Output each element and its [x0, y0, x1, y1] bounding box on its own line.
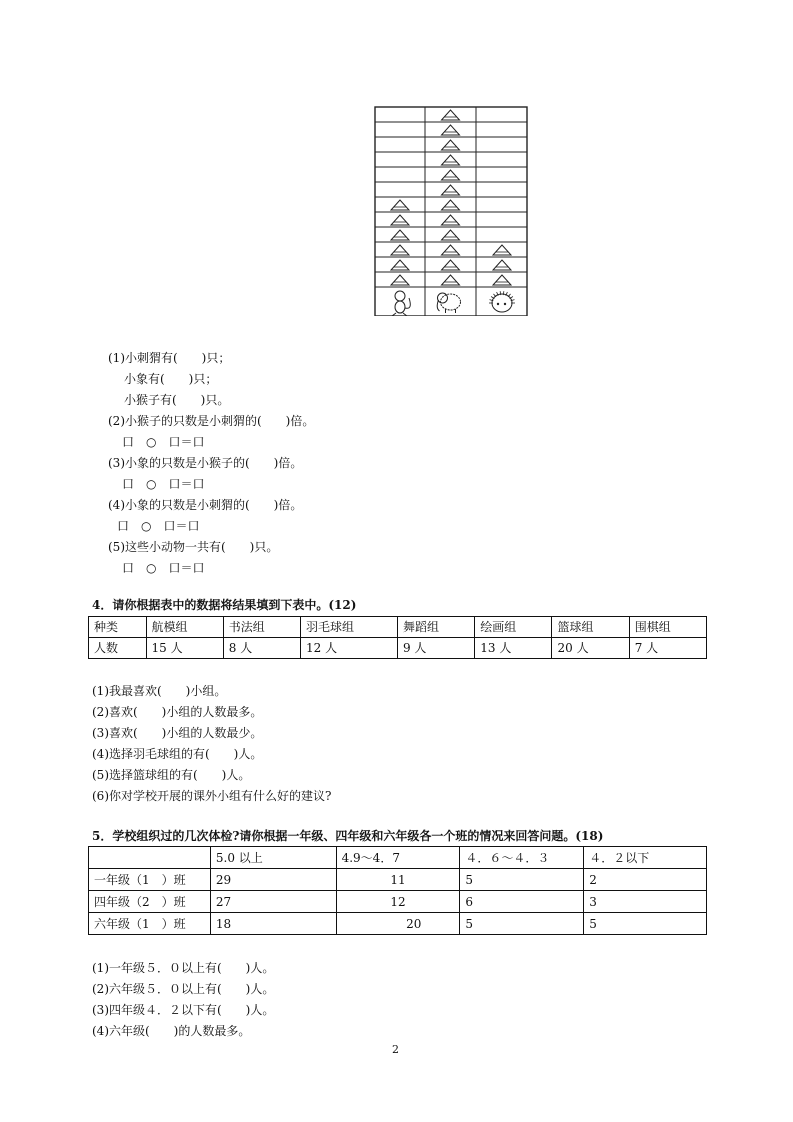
triangle-icon: [442, 140, 460, 150]
triangle-icon: [442, 245, 460, 255]
table-cell: 5: [460, 869, 584, 891]
table-cell: 绘画组: [475, 617, 552, 638]
pictograph: [374, 106, 528, 316]
triangle-icon: [493, 275, 511, 285]
triangle-icon: [391, 245, 409, 255]
table-cell: 六年级（1 ）班: [89, 913, 211, 935]
table-cell: ４．６～４．３: [460, 847, 584, 869]
q4-question-3: (3)喜欢( )小组的人数最少。: [92, 726, 263, 740]
table-cell: 四年级（2 ）班: [89, 891, 211, 913]
table-row: [89, 617, 707, 638]
hedgehog-icon: [489, 291, 515, 312]
q5-question-2: (2)六年级５．０以上有( )人。: [92, 982, 275, 996]
q5-table: [88, 846, 707, 935]
q5-title: 5．学校组织过的几次体检?请你根据一年级、四年级和六年级各一个班的情况来回答问题。(18): [92, 829, 604, 843]
table-cell: 篮球组: [552, 617, 629, 638]
table-row: [89, 913, 707, 935]
triangle-icon: [442, 170, 460, 180]
q4-question-1: (1)我最喜欢( )小组。: [92, 684, 227, 698]
q3-line-10: (5)这些小动物一共有( )只。: [108, 540, 279, 554]
table-cell: 7 人: [629, 638, 706, 659]
table-cell: 11: [336, 869, 460, 891]
q3-equation-1: 口 ○ 口＝口: [122, 435, 205, 449]
q3-equation-4: 口 ○ 口＝口: [122, 561, 205, 575]
triangle-icon: [442, 215, 460, 225]
triangle-icon: [493, 245, 511, 255]
table-cell: 航模组: [146, 617, 223, 638]
table-row: [89, 847, 707, 869]
table-cell: ４．２以下: [584, 847, 707, 869]
table-cell: 2: [584, 869, 707, 891]
q3-line-2: 小象有( )只；: [124, 372, 218, 386]
triangle-icon: [442, 110, 460, 120]
table-cell: 27: [210, 891, 336, 913]
table-cell: 人数: [89, 638, 147, 659]
table-cell: 种类: [89, 617, 147, 638]
table-cell: 12 人: [301, 638, 398, 659]
table-cell: 羽毛球组: [301, 617, 398, 638]
table-cell: 9 人: [397, 638, 474, 659]
table-cell: 20: [336, 913, 460, 935]
q4-question-6: (6)你对学校开展的课外小组有什么好的建议?: [92, 789, 332, 803]
q4-question-2: (2)喜欢( )小组的人数最多。: [92, 705, 263, 719]
table-cell: 围棋组: [629, 617, 706, 638]
triangle-icon: [391, 275, 409, 285]
table-cell: 13 人: [475, 638, 552, 659]
table-cell: 15 人: [146, 638, 223, 659]
triangle-icon: [391, 215, 409, 225]
triangle-icon: [442, 200, 460, 210]
table-cell: 5: [460, 913, 584, 935]
table-cell: 18: [210, 913, 336, 935]
triangle-icon: [391, 230, 409, 240]
table-cell: 6: [460, 891, 584, 913]
table-cell: 书法组: [223, 617, 300, 638]
pictograph-graphic: [374, 106, 528, 316]
table-row: [89, 891, 707, 913]
table-cell: 3: [584, 891, 707, 913]
q4-table: [88, 616, 707, 659]
q3-equation-2: 口 ○ 口＝口: [122, 477, 205, 491]
triangle-icon: [442, 185, 460, 195]
q3-line-6: (3)小象的只数是小猴子的( )倍。: [108, 456, 303, 470]
q5-question-3: (3)四年级４．２以下有( )人。: [92, 1003, 275, 1017]
triangle-icon: [442, 260, 460, 270]
table-cell: 一年级（1 ）班: [89, 869, 211, 891]
table-cell: 舞蹈组: [397, 617, 474, 638]
page-number: 2: [392, 1043, 399, 1056]
triangle-icon: [442, 125, 460, 135]
table-cell: 20 人: [552, 638, 629, 659]
table-cell: 29: [210, 869, 336, 891]
q3-line-1: (1)小刺猬有( )只；: [108, 351, 231, 365]
q3-line-8: (4)小象的只数是小刺猬的( )倍。: [108, 498, 303, 512]
monkey-icon: [392, 291, 410, 316]
table-cell: 5: [584, 913, 707, 935]
table-cell: [89, 847, 211, 869]
table-cell: 5.0 以上: [210, 847, 336, 869]
q5-question-1: (1)一年级５．０以上有( )人。: [92, 961, 275, 975]
table-cell: 4.9～4．7: [336, 847, 460, 869]
triangle-icon: [493, 260, 511, 270]
table-cell: 12: [336, 891, 460, 913]
table-cell: 8 人: [223, 638, 300, 659]
table-row: [89, 869, 707, 891]
triangle-icon: [442, 230, 460, 240]
elephant-icon: [437, 293, 460, 313]
triangle-icon: [391, 260, 409, 270]
triangle-icon: [442, 275, 460, 285]
q4-question-5: (5)选择篮球组的有( )人。: [92, 768, 251, 782]
q4-title: 4．请你根据表中的数据将结果填到下表中。(12): [92, 598, 357, 612]
triangle-icon: [391, 200, 409, 210]
q3-equation-3: 口 ○ 口＝口: [117, 519, 200, 533]
q3-line-3: 小猴子有( )只。: [124, 393, 230, 407]
q5-question-4: (4)六年级( )的人数最多。: [92, 1024, 251, 1038]
q4-question-4: (4)选择羽毛球组的有( )人。: [92, 747, 263, 761]
table-row: [89, 638, 707, 659]
q3-line-4: (2)小猴子的只数是小刺猬的( )倍。: [108, 414, 315, 428]
triangle-icon: [442, 155, 460, 165]
